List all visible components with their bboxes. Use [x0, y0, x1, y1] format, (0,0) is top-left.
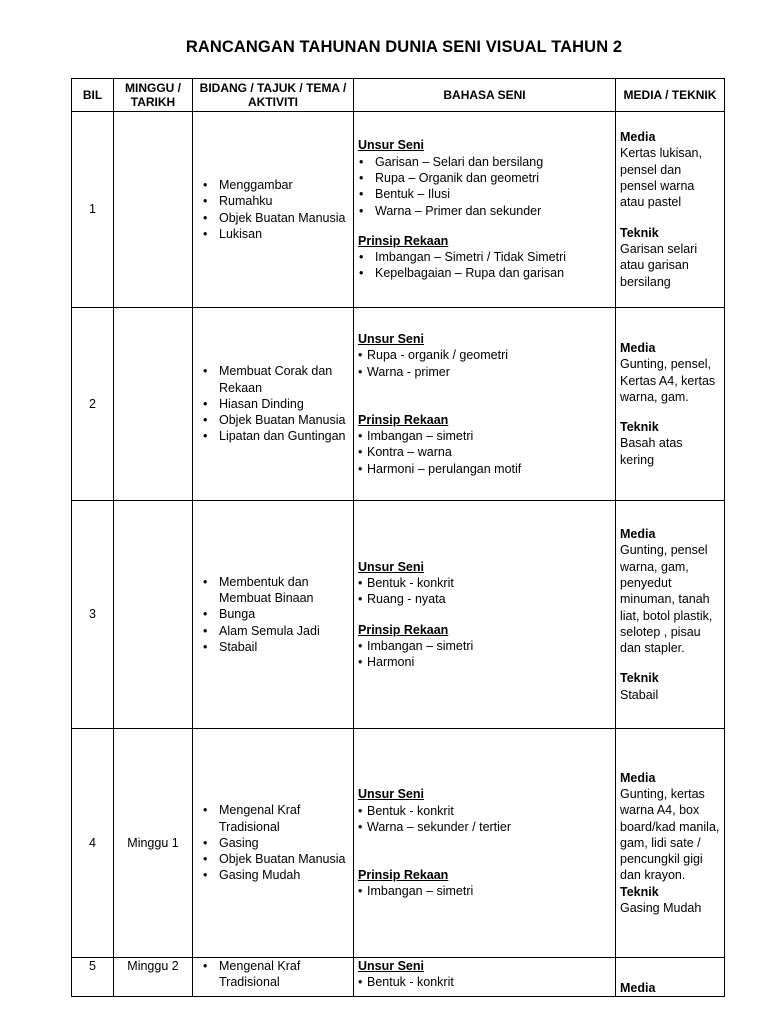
- prinsip-rekaan-heading: Prinsip Rekaan: [358, 233, 449, 248]
- cell-bil: 4: [72, 729, 114, 958]
- document-title: RANCANGAN TAHUNAN DUNIA SENI VISUAL TAHUN 2: [185, 38, 623, 56]
- list-item: • Bunga: [197, 606, 349, 622]
- list-item: • Imbangan – simetri: [358, 883, 611, 899]
- teknik-heading: Teknik: [620, 671, 659, 686]
- list-item: • Warna – Primer dan sekunder: [358, 203, 611, 219]
- cell-media-teknik: [616, 308, 725, 501]
- teknik-text: Garisan selari atau garisan bersilang: [620, 241, 698, 289]
- list-item: • Stabail: [197, 639, 349, 655]
- cell-bahasa-seni: [354, 308, 616, 501]
- cell-minggu: Minggu 2: [114, 958, 193, 997]
- cell-bidang: [193, 729, 354, 958]
- media-text: Gunting, kertas warna A4, box board/kad manila, gam, lidi sate / pencungkil gigi dan krayon.: [620, 786, 720, 883]
- header-minggu: MINGGU / TARIKH: [114, 79, 193, 112]
- cell-media-teknik: [616, 729, 725, 958]
- list-item: • Kepelbagaian – Rupa dan garisan: [358, 265, 611, 281]
- list-item: • Objek Buatan Manusia: [197, 210, 349, 226]
- cell-media-teknik: [616, 112, 725, 308]
- prinsip-rekaan-heading: Prinsip Rekaan: [358, 622, 449, 637]
- table-row: [72, 308, 725, 501]
- media-heading: Media: [620, 340, 656, 355]
- list-item: • Rumahku: [197, 193, 349, 209]
- cell-minggu: Minggu 1: [114, 729, 193, 958]
- cell-bidang: [193, 112, 354, 308]
- list-item: • Garisan – Selari dan bersilang: [358, 154, 611, 170]
- list-item: • Warna – sekunder / tertier: [358, 819, 611, 835]
- cell-bidang: [193, 958, 354, 997]
- cell-minggu: [114, 308, 193, 501]
- cell-media-teknik: [616, 501, 725, 729]
- list-item: • Harmoni – perulangan motif: [358, 461, 611, 477]
- teknik-text: Stabail: [620, 687, 659, 702]
- list-item: • Mengenal Kraf Tradisional: [197, 802, 349, 835]
- media-heading: Media: [620, 130, 656, 145]
- cell-bidang: [193, 501, 354, 729]
- list-item: • Objek Buatan Manusia: [197, 851, 349, 867]
- prinsip-rekaan-heading: Prinsip Rekaan: [358, 868, 449, 883]
- cell-bahasa-seni: [354, 501, 616, 729]
- list-item: • Lipatan dan Guntingan: [197, 428, 349, 444]
- teknik-heading: Teknik: [620, 884, 659, 899]
- list-item: • Membuat Corak dan Rekaan: [197, 363, 349, 396]
- media-text: Kertas lukisan, pensel dan pensel warna atau pastel: [620, 146, 702, 210]
- cell-media-teknik: [616, 958, 725, 997]
- list-item: • Bentuk - konkrit: [358, 974, 611, 990]
- list-item: • Warna - primer: [358, 364, 611, 380]
- list-item: • Bentuk - konkrit: [358, 575, 611, 591]
- list-item: • Harmoni: [358, 654, 611, 670]
- cell-minggu: [114, 501, 193, 729]
- cell-bil: 1: [72, 112, 114, 308]
- media-heading: Media: [620, 770, 656, 785]
- list-item: • Mengenal Kraf Tradisional: [197, 958, 349, 991]
- table-row: [72, 729, 725, 958]
- list-item: • Alam Semula Jadi: [197, 623, 349, 639]
- list-item: • Rupa – Organik dan geometri: [358, 170, 611, 186]
- list-item: • Imbangan – simetri: [358, 428, 611, 444]
- list-item: • Menggambar: [197, 177, 349, 193]
- media-heading: Media: [620, 527, 656, 542]
- table-row: [72, 958, 725, 997]
- list-item: • Imbangan – simetri: [358, 638, 611, 654]
- table-row: [72, 112, 725, 308]
- list-item: • Kontra – warna: [358, 444, 611, 460]
- list-item: • Hiasan Dinding: [197, 396, 349, 412]
- cell-bahasa-seni: [354, 112, 616, 308]
- list-item: • Imbangan – Simetri / Tidak Simetri: [358, 249, 611, 265]
- list-item: • Gasing: [197, 835, 349, 851]
- header-bahasa-seni: BAHASA SENI: [354, 79, 616, 112]
- unsur-seni-heading: Unsur Seni: [358, 138, 424, 153]
- cell-bahasa-seni: [354, 958, 616, 997]
- cell-minggu: [114, 112, 193, 308]
- plan-table: [71, 78, 725, 997]
- list-item: • Rupa - organik / geometri: [358, 347, 611, 363]
- table-row: [72, 501, 725, 729]
- unsur-seni-heading: Unsur Seni: [358, 959, 424, 973]
- teknik-text: Gasing Mudah: [620, 901, 702, 916]
- header-row: [72, 79, 725, 112]
- unsur-seni-heading: Unsur Seni: [358, 787, 424, 802]
- list-item: • Ruang - nyata: [358, 591, 611, 607]
- list-item: • Bentuk – Ilusi: [358, 186, 611, 202]
- teknik-text: Basah atas kering: [620, 436, 683, 467]
- header-bil: BIL: [72, 79, 114, 112]
- list-item: • Lukisan: [197, 226, 349, 242]
- list-item: • Membentuk dan Membuat Binaan: [197, 574, 349, 607]
- cell-bil: 3: [72, 501, 114, 729]
- header-bidang: BIDANG / TAJUK / TEMA / AKTIVITI: [193, 79, 354, 112]
- cell-bahasa-seni: [354, 729, 616, 958]
- media-text: Gunting, pensel, Kertas A4, kertas warna, gam.: [620, 357, 716, 404]
- header-media-teknik: MEDIA / TEKNIK: [616, 79, 725, 112]
- list-item: • Bentuk - konkrit: [358, 803, 611, 819]
- media-heading: Media: [620, 980, 656, 995]
- teknik-heading: Teknik: [620, 420, 659, 435]
- teknik-heading: Teknik: [620, 225, 659, 240]
- cell-bidang: [193, 308, 354, 501]
- unsur-seni-heading: Unsur Seni: [358, 559, 424, 574]
- media-text: Gunting, pensel warna, gam, penyedut minuman, tanah liat, botol plastik, selotep , pisau dan stapler.: [620, 543, 713, 656]
- cell-bil: 5: [72, 958, 114, 997]
- list-item: • Gasing Mudah: [197, 867, 349, 883]
- unsur-seni-heading: Unsur Seni: [358, 331, 424, 346]
- cell-bil: 2: [72, 308, 114, 501]
- prinsip-rekaan-heading: Prinsip Rekaan: [358, 412, 449, 427]
- list-item: • Objek Buatan Manusia: [197, 412, 349, 428]
